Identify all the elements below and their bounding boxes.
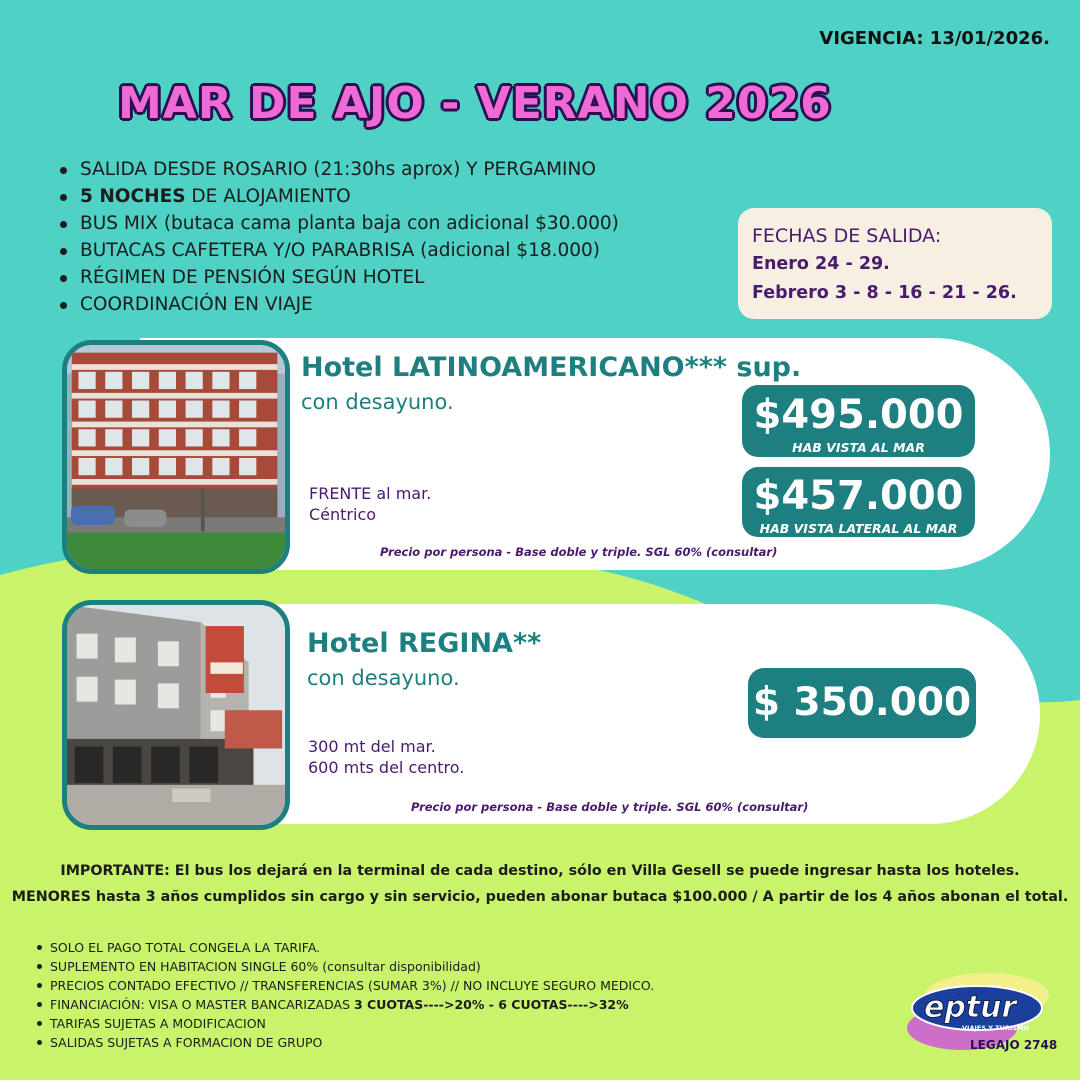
important-line: MENORES hasta 3 años cumplidos sin cargo y sin servicio, pueden abonar butaca $100.000 / A partir de los 4 años abonan el total. [11, 889, 1069, 905]
hotel-name: Hotel LATINOAMERICANO*** sup. [301, 352, 802, 383]
list-item: SOLO EL PAGO TOTAL CONGELA LA TARIFA. [36, 938, 654, 957]
important-line: IMPORTANTE: El bus los dejará en la terminal de cada destino, sólo en Villa Gesell se puede ingresar hasta los hoteles. [60, 863, 1020, 879]
departure-dates-line: Enero 24 - 29. [752, 254, 890, 274]
list-item: SALIDAS SUJETAS A FORMACION DE GRUPO [36, 1033, 654, 1052]
list-item: 5 NOCHES DE ALOJAMIENTO [58, 183, 619, 210]
departure-dates-heading: FECHAS DE SALIDA: [752, 225, 942, 247]
price-note: Precio por persona - Base doble y triple. SGL 60% (consultar) [380, 545, 778, 559]
hotel-board: con desayuno. [301, 390, 454, 414]
hotel-description-line: 300 mt del mar. [308, 737, 436, 756]
price-amount: $495.000 [753, 392, 964, 438]
hotel-photo-latinoamericano [62, 340, 290, 574]
list-item: BUTACAS CAFETERA Y/O PARABRISA (adicional $18.000) [58, 237, 619, 264]
price-label: HAB VISTA AL MAR [792, 440, 925, 455]
legajo-number: LEGAJO 2748 [970, 1038, 1058, 1052]
price-badge [742, 467, 975, 537]
price-badge [742, 385, 975, 457]
price-amount: $ 350.000 [752, 680, 972, 725]
hotel-name: Hotel REGINA** [307, 628, 542, 659]
list-item: RÉGIMEN DE PENSIÓN SEGÚN HOTEL [58, 264, 619, 291]
list-item: BUS MIX (butaca cama planta baja con adicional $30.000) [58, 210, 619, 237]
list-item: TARIFAS SUJETAS A MODIFICACION [36, 1014, 654, 1033]
svg-text:VIAJES Y TURISMO: VIAJES Y TURISMO [962, 1024, 1030, 1032]
important-notice [0, 858, 1080, 910]
price-label: HAB VISTA LATERAL AL MAR [759, 521, 958, 536]
hotel-board: con desayuno. [307, 666, 460, 690]
hotel-description-line: Céntrico [309, 505, 377, 524]
departure-dates-line: Febrero 3 - 8 - 16 - 21 - 26. [752, 283, 1017, 303]
list-item: SALIDA DESDE ROSARIO (21:30hs aprox) Y PERGAMINO [58, 156, 619, 183]
list-item: SUPLEMENTO EN HABITACION SINGLE 60% (consultar disponibilidad) [36, 957, 654, 976]
hotel-description-line: 600 mts del centro. [308, 758, 465, 777]
hotel-description-line: FRENTE al mar. [309, 484, 432, 503]
feature-list [58, 156, 619, 318]
list-item: COORDINACIÓN EN VIAJE [58, 291, 619, 318]
departure-dates-box [738, 208, 1052, 319]
list-item: PRECIOS CONTADO EFECTIVO // TRANSFERENCIAS (SUMAR 3%) // NO INCLUYE SEGURO MEDICO. [36, 976, 654, 995]
page-title: MAR DE AJO - VERANO 2026 [118, 78, 832, 129]
price-badge [748, 668, 976, 738]
price-amount: $457.000 [753, 473, 964, 519]
hotel-description [309, 483, 431, 525]
terms-list [36, 938, 654, 1052]
svg-text:eptur: eptur [924, 990, 1017, 1025]
hotel-description [308, 736, 464, 778]
list-item: FINANCIACIÓN: VISA O MASTER BANCARIZADAS 3 CUOTAS---->20% - 6 CUOTAS---->32% [36, 995, 654, 1014]
hotel-photo-regina [62, 600, 290, 830]
validity-date: VIGENCIA: 13/01/2026. [819, 28, 1050, 49]
price-note: Precio por persona - Base doble y triple. SGL 60% (consultar) [411, 800, 809, 814]
